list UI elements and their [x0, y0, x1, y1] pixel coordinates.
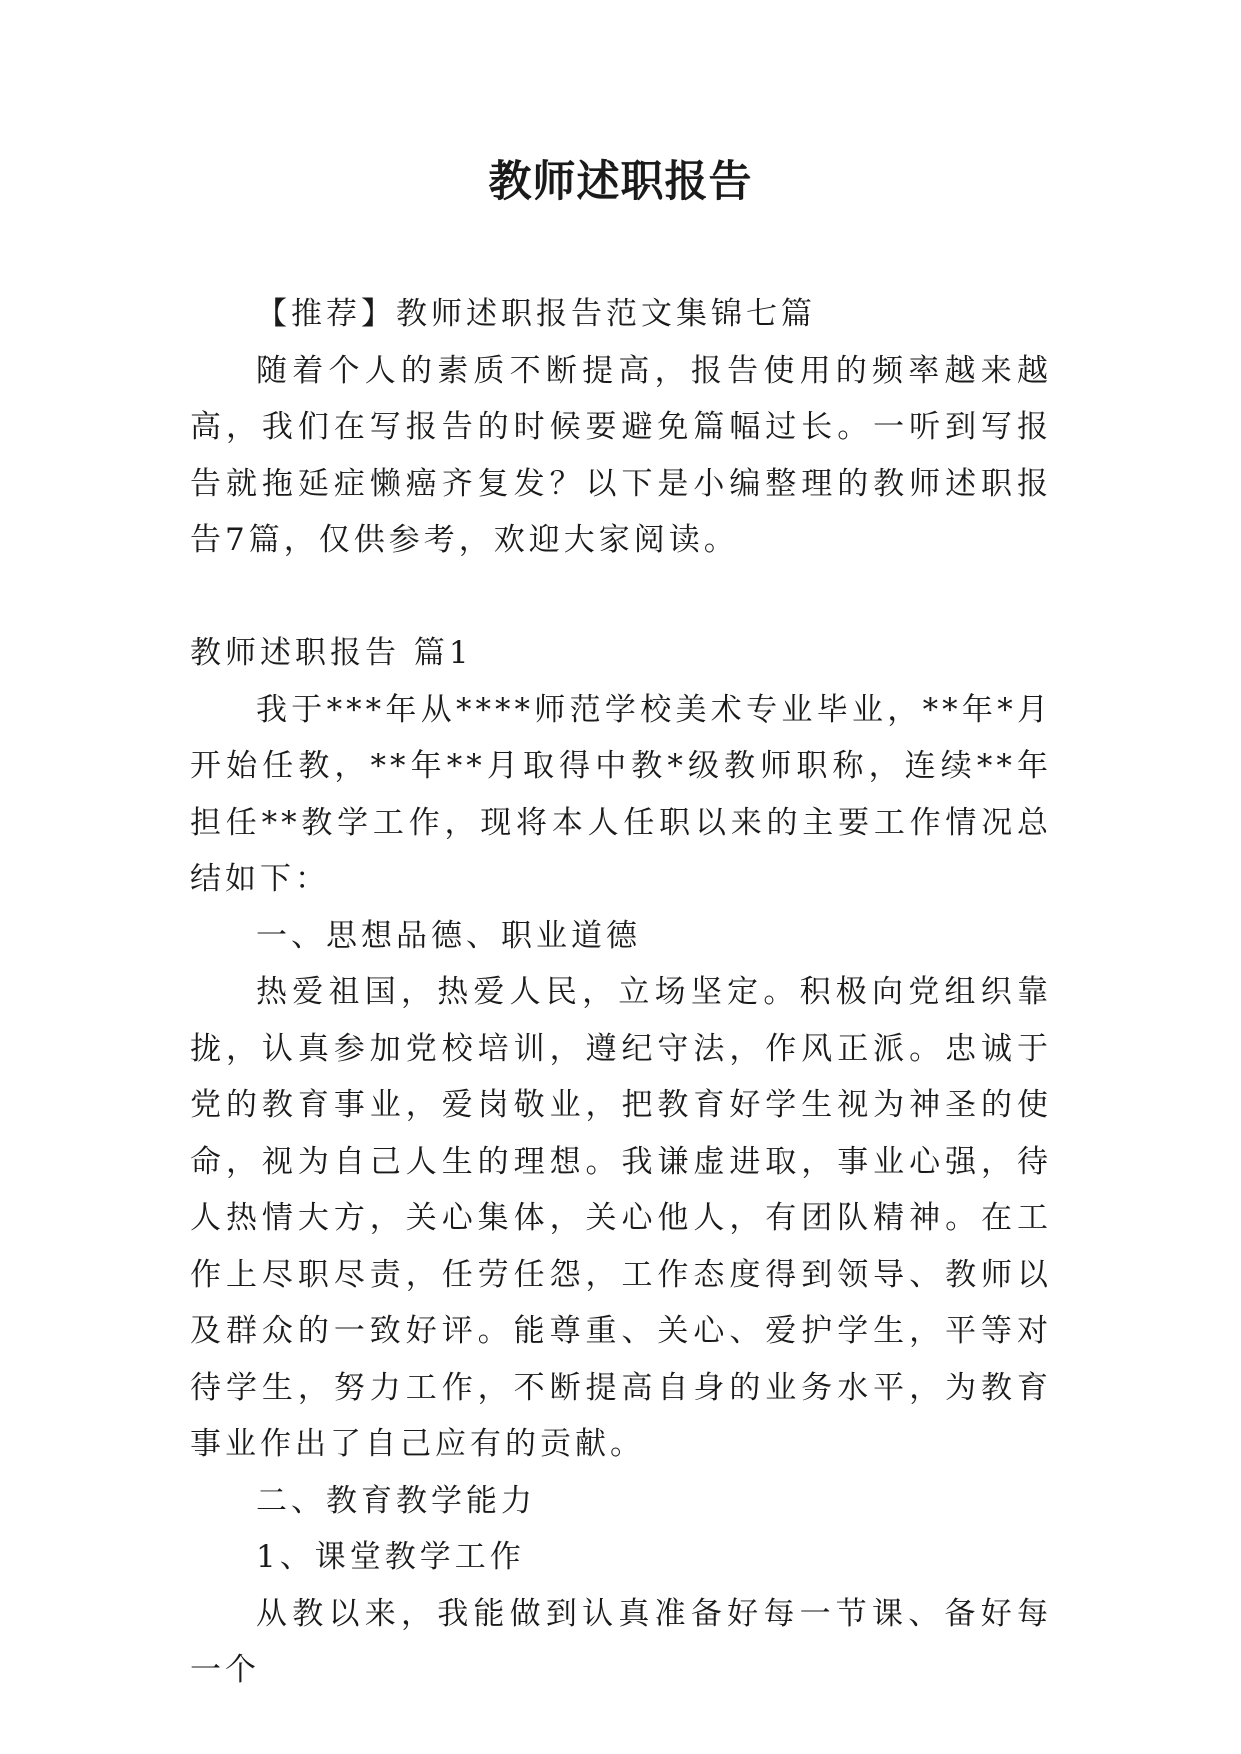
document-body	[190, 286, 1052, 1699]
section-heading: 教师述职报告 篇1	[190, 635, 473, 671]
body-paragraph: 从教以来，我能做到认真准备好每一节课、备好每一个	[190, 1595, 1052, 1688]
paragraph-spacer	[190, 569, 1052, 626]
subheading: 一、思想品德、职业道德	[256, 917, 641, 954]
body-paragraph: 我于***年从****师范学校美术专业毕业，**年*月开始任教，**年**月取得中教*级教师职称，连续**年担任**教学工作，现将本人任职以来的主要工作情况总结如下：	[190, 691, 1052, 897]
recommendation-line: 【推荐】教师述职报告范文集锦七篇	[256, 296, 816, 332]
subheading: 二、教育教学能力	[256, 1482, 536, 1519]
document-title: 教师述职报告	[488, 157, 753, 207]
body-paragraph: 热爱祖国，热爱人民，立场坚定。积极向党组织靠拢，认真参加党校培训，遵纪守法，作风正派。忠诚于党的教育事业，爱岗敬业，把教育好学生视为神圣的使命，视为自己人生的理想。我谦虚进取，事业心强，待人热情大方，关心集体，关心他人，有团队精神。在工作上尽职尽责，任劳任怨，工作态度得到领导、教师以及群众的一致好评。能尊重、关心、爱护学生，平等对待学生，努力工作，不断提高自身的业务水平，为教育事业作出了自己应有的贡献。	[190, 974, 1052, 1462]
intro-paragraph: 随着个人的素质不断提高，报告使用的频率越来越高，我们在写报告的时候要避免篇幅过长。一听到写报告就拖延症懒癌齐复发？以下是小编整理的教师述职报告7篇，仅供参考，欢迎大家阅读。	[190, 352, 1052, 558]
subheading: 1、课堂教学工作	[256, 1539, 525, 1575]
